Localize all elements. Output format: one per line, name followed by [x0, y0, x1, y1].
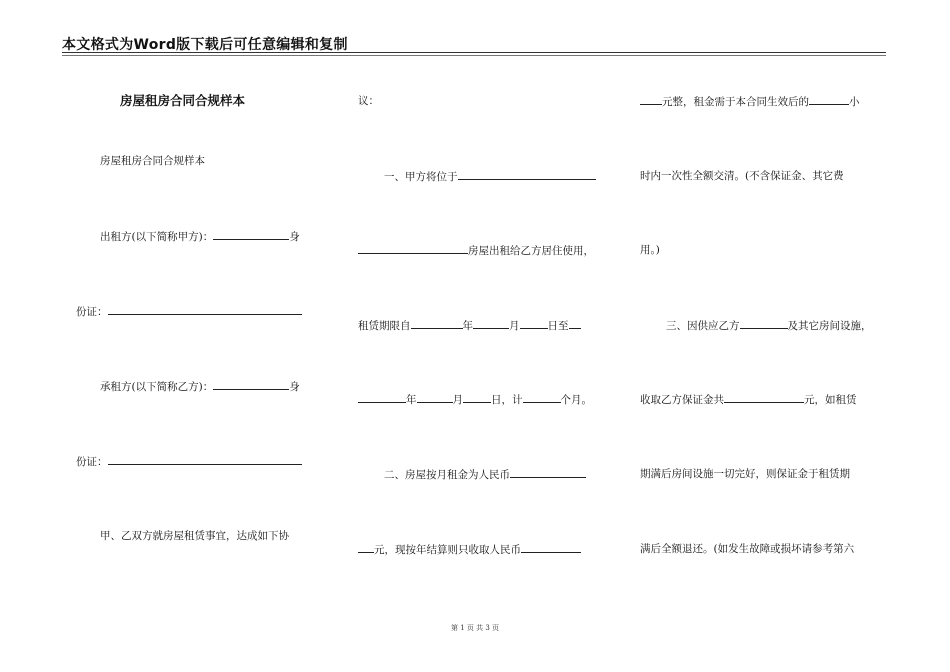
col3-line-7: 满后全额退还。(如发生故障或损坏请参考第六 — [640, 543, 855, 555]
end-month-blank — [417, 392, 453, 403]
header-rule-top — [62, 52, 886, 53]
lessee-id-blank — [108, 454, 302, 465]
header-rule-bottom — [62, 55, 886, 56]
end-day-blank — [463, 392, 491, 403]
annual-rent-blank — [521, 542, 581, 553]
start-month-blank — [473, 318, 509, 329]
document-title: 房屋租房合同合规样本 — [120, 93, 246, 108]
col3-text-1: 元整，租金需于本合同生效后的 — [662, 96, 809, 108]
col3-line-1 — [640, 94, 860, 109]
monthly-rent-blank — [510, 467, 586, 478]
clause-2-line — [384, 467, 586, 482]
clause-2-text-2: 元，现按年结算则只收取人民币 — [374, 544, 521, 556]
term-line-2 — [358, 392, 592, 407]
end-blank — [569, 318, 581, 329]
clause-3-text: 三、因供应乙方 — [666, 320, 740, 332]
deposit-text: 元，如租赁 — [804, 394, 857, 406]
id-label: 份证： — [76, 456, 108, 468]
col3-line-6: 期满后房间设施一切完好，则保证金于租赁期 — [640, 468, 850, 480]
agreement-intro-end: 议： — [358, 95, 379, 107]
col3-line-3: 用。) — [640, 244, 660, 256]
lessor-blank — [213, 229, 289, 240]
hours-blank — [809, 94, 849, 105]
lessee-blank — [213, 379, 289, 390]
lessee-line — [100, 379, 300, 394]
rent-blank — [358, 542, 374, 553]
clause-2-cont — [358, 542, 581, 557]
property-address-blank — [458, 169, 596, 180]
deposit-blank — [724, 392, 804, 403]
lessor-line — [100, 229, 300, 244]
day-to-label: 日至 — [547, 320, 569, 332]
month-label: 月 — [452, 394, 463, 406]
lessor-id-blank — [108, 304, 302, 315]
month-label: 月 — [509, 320, 520, 332]
deposit-line — [640, 392, 857, 407]
lessor-id-line — [76, 304, 302, 319]
deposit-label: 收取乙方保证金共 — [640, 394, 724, 406]
term-line — [358, 318, 581, 333]
agreement-intro: 甲、乙双方就房屋租赁事宜，达成如下协 — [100, 530, 289, 542]
property-address-blank-2 — [358, 243, 468, 254]
clause-3-line — [666, 318, 872, 333]
amount-blank — [640, 94, 662, 105]
lessee-label: 承租方(以下简称乙方)： — [100, 381, 214, 393]
year-label: 年 — [406, 394, 417, 406]
start-day-blank — [520, 318, 548, 329]
col3-line-2: 时内一次性全额交清。(不含保证金、其它费 — [640, 170, 844, 182]
page-number: 第 1 页 共 3 页 — [450, 624, 500, 632]
document-subtitle: 房屋租房合同合规样本 — [100, 155, 205, 167]
lessee-suffix: 身 — [289, 381, 300, 393]
months-label: 个月。 — [560, 394, 592, 406]
term-label: 租赁期限自 — [358, 320, 411, 332]
end-year-blank — [358, 392, 406, 403]
col3-text-1b: 小 — [849, 96, 860, 108]
clause-1-text-2: 房屋出租给乙方居住使用， — [468, 245, 594, 257]
day-count-label: 日，计 — [491, 394, 523, 406]
clause-3-text-2: 及其它房间设施， — [787, 320, 872, 332]
lessor-suffix: 身 — [289, 231, 300, 243]
furnishing-blank — [740, 318, 788, 329]
id-label: 份证： — [76, 306, 108, 318]
page-banner: 本文格式为Word版下载后可任意编辑和复制 — [62, 37, 348, 53]
year-label: 年 — [462, 320, 473, 332]
clause-1-cont — [358, 243, 594, 258]
clause-1-line — [384, 169, 596, 184]
lessor-label: 出租方(以下简称甲方)： — [100, 231, 214, 243]
clause-2-text: 二、房屋按月租金为人民币 — [384, 469, 510, 481]
start-year-blank — [411, 318, 463, 329]
months-blank — [523, 392, 561, 403]
lessee-id-line — [76, 454, 302, 469]
clause-1-text: 一、甲方将位于 — [384, 171, 458, 183]
